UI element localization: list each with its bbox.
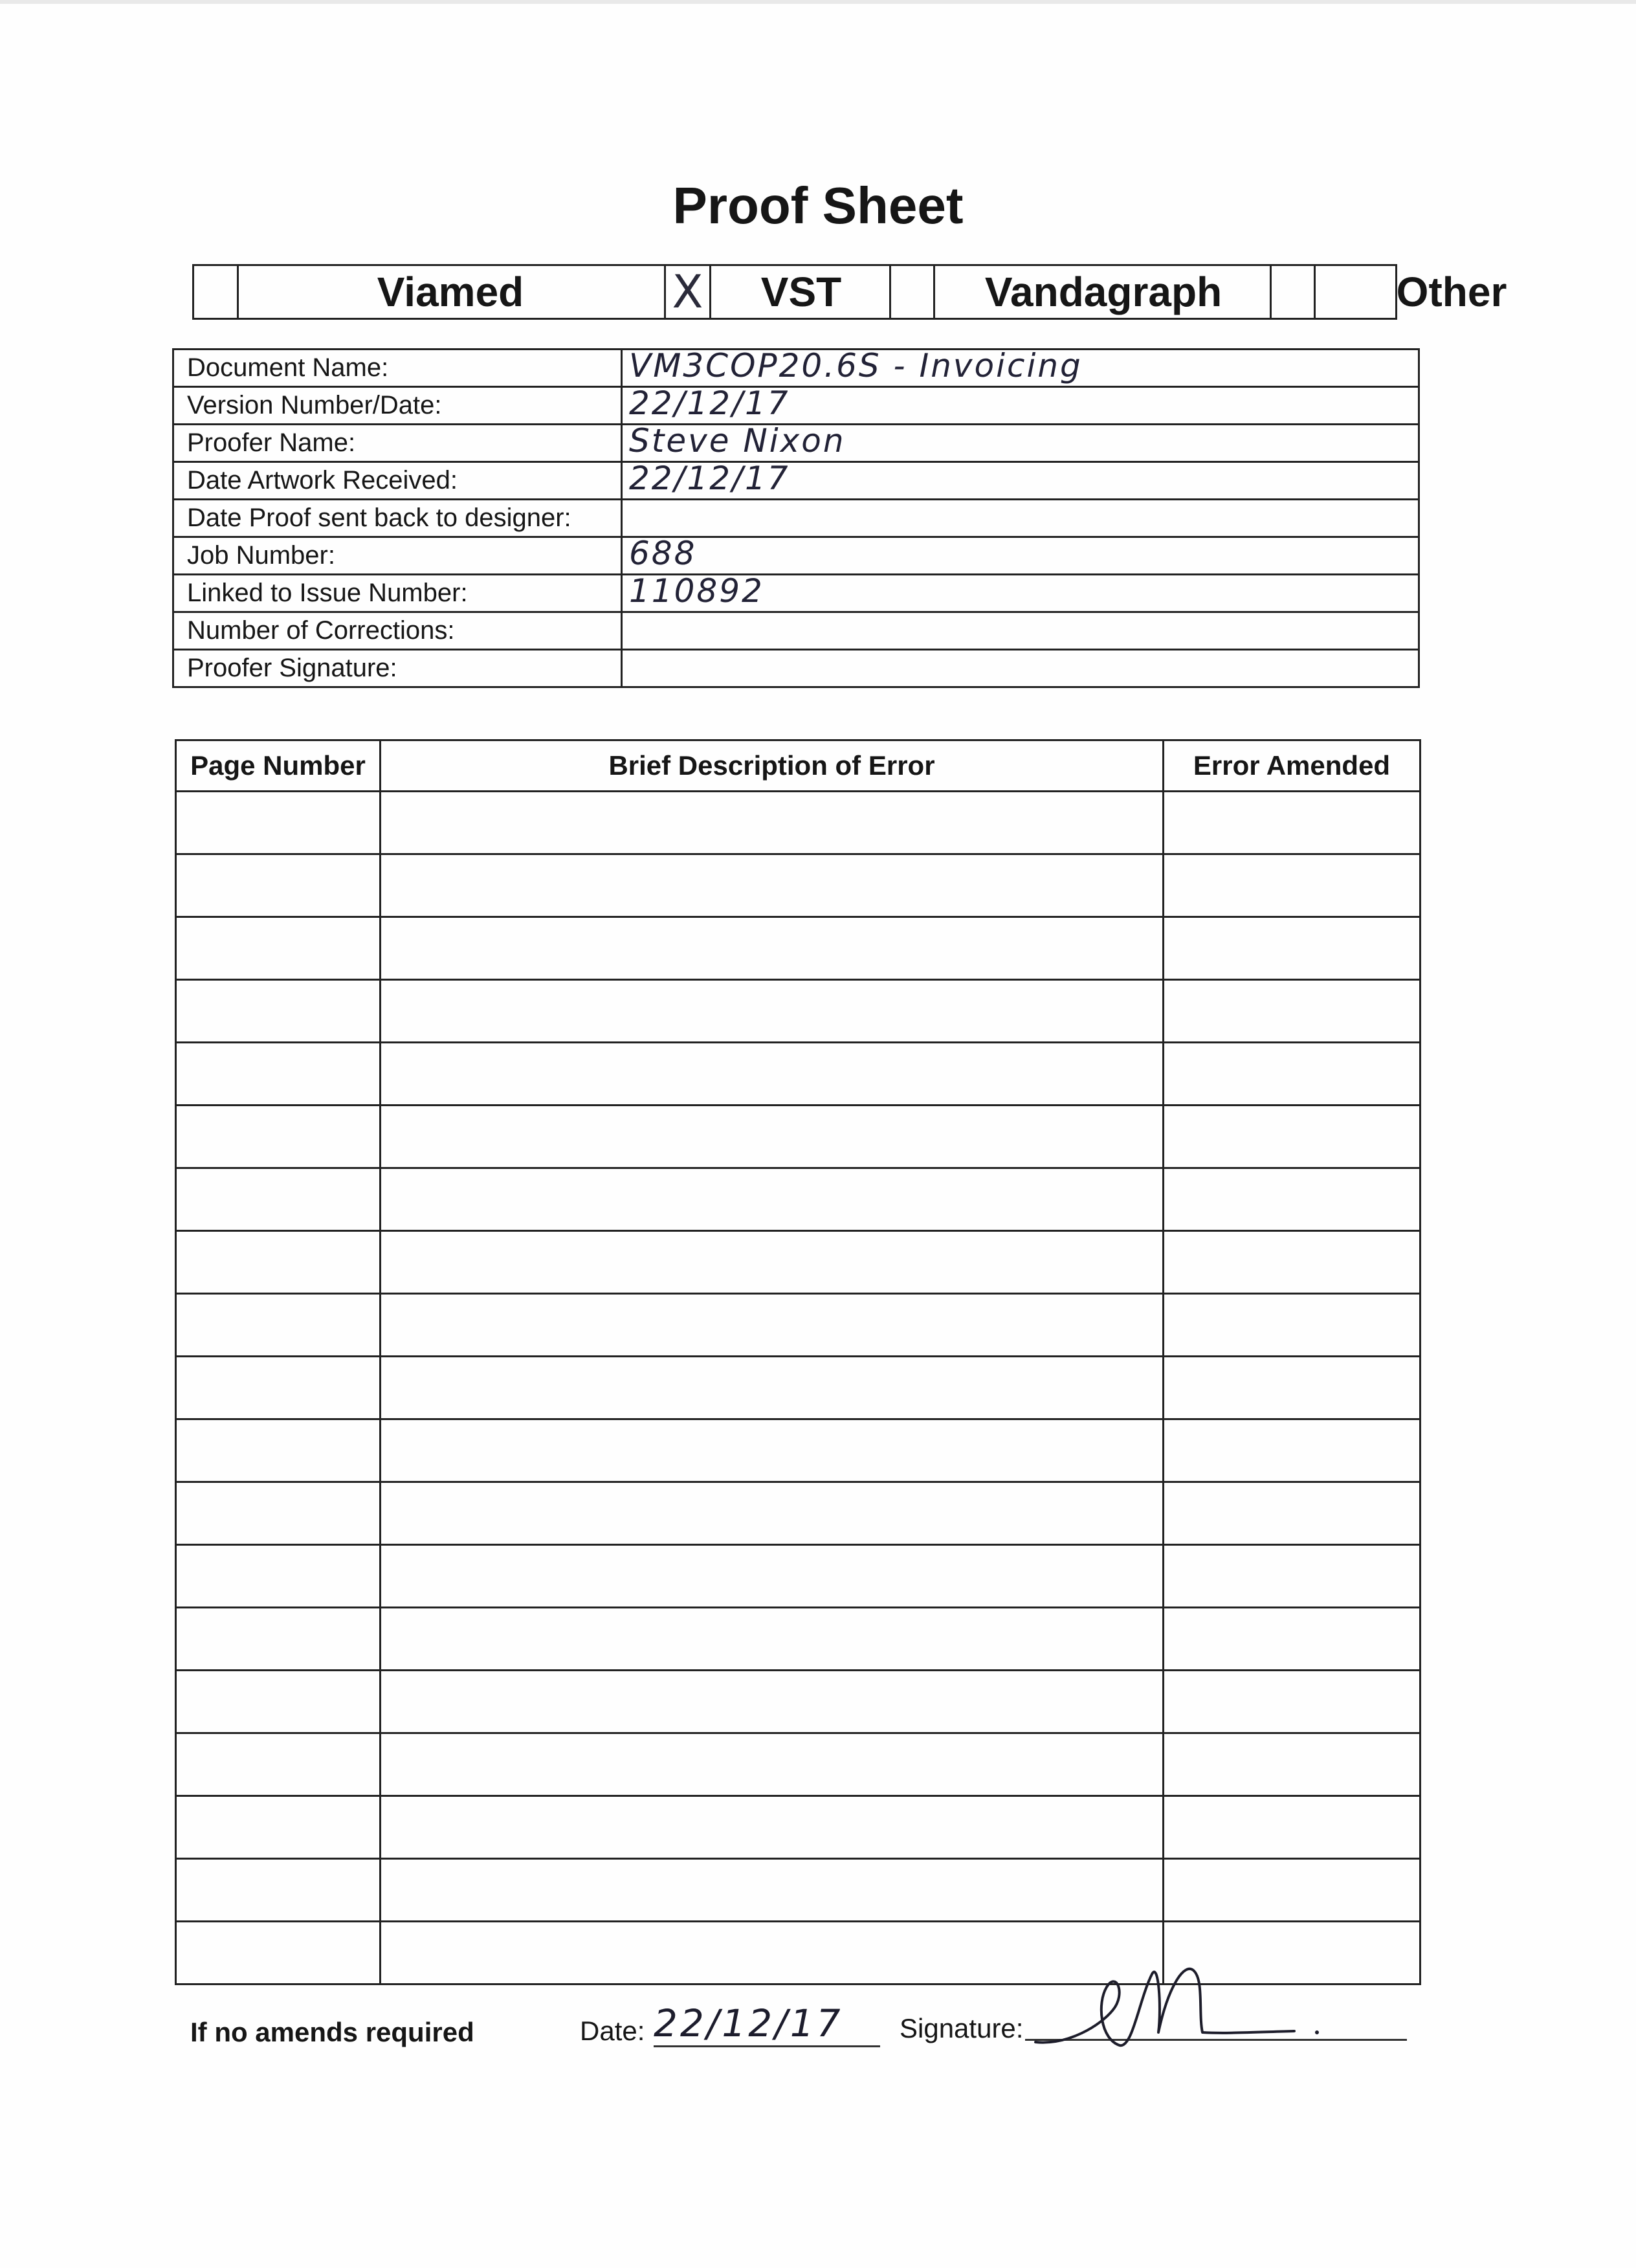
page-number-cell[interactable] [176,980,381,1043]
description-cell[interactable] [381,1419,1164,1482]
job-number-value: 688 [629,535,697,572]
table-row [176,1545,1420,1608]
page-number-cell[interactable] [176,1043,381,1106]
amended-cell[interactable] [1164,854,1420,917]
date-label: Date: [580,2016,645,2046]
amended-cell[interactable] [1164,1106,1420,1168]
table-row [176,1733,1420,1796]
detail-label: Date Artwork Received: [173,462,622,500]
amended-cell[interactable] [1164,1859,1420,1922]
description-cell[interactable] [381,1482,1164,1545]
table-row [176,1859,1420,1922]
detail-label: Proofer Signature: [173,650,622,687]
description-cell[interactable] [381,1231,1164,1294]
table-row [176,854,1420,917]
artwork-received-value: 22/12/17 [629,460,790,497]
vandagraph-checkbox[interactable] [1270,266,1314,318]
amended-cell[interactable] [1164,1043,1420,1106]
description-cell[interactable] [381,854,1164,917]
table-row [176,792,1420,854]
vst-cell [709,266,889,318]
detail-label: Job Number: [173,537,622,575]
detail-row [173,612,1419,650]
amended-cell[interactable] [1164,1231,1420,1294]
page-number-cell[interactable] [176,1419,381,1482]
detail-value-field[interactable] [622,462,1419,500]
amended-cell[interactable] [1164,980,1420,1043]
description-cell[interactable] [381,1043,1164,1106]
description-cell[interactable] [381,1859,1164,1922]
description-cell[interactable] [381,917,1164,980]
table-row [176,1796,1420,1859]
detail-value-field[interactable] [622,612,1419,650]
description-cell[interactable] [381,980,1164,1043]
detail-row [173,425,1419,462]
description-cell[interactable] [381,1796,1164,1859]
detail-value-field[interactable] [622,500,1419,537]
signature-label: Signature: [900,2013,1024,2043]
description-cell[interactable] [381,1106,1164,1168]
detail-row [173,537,1419,575]
detail-label: Number of Corrections: [173,612,622,650]
company-vst: VST [760,269,842,315]
detail-value-field[interactable] [622,537,1419,575]
page-number-cell[interactable] [176,1671,381,1733]
scan-edge [0,0,1636,4]
description-cell[interactable] [381,1671,1164,1733]
selection-mark: X [672,265,703,318]
table-row [176,1357,1420,1419]
vandagraph-cell [933,266,1270,318]
description-cell[interactable] [381,1733,1164,1796]
amended-cell[interactable] [1164,1419,1420,1482]
table-row [176,1671,1420,1733]
amended-cell[interactable] [1164,1168,1420,1231]
version-date-value: 22/12/17 [629,384,790,422]
page-number-cell[interactable] [176,854,381,917]
detail-row [173,500,1419,537]
amended-cell[interactable] [1164,1482,1420,1545]
date-field[interactable] [654,2001,880,2047]
page-number-cell[interactable] [176,1545,381,1608]
description-cell[interactable] [381,1608,1164,1671]
table-row [176,1231,1420,1294]
detail-label: Version Number/Date: [173,387,622,425]
date-value: 22/12/17 [654,2001,843,2045]
page-number-cell[interactable] [176,1106,381,1168]
detail-value-field[interactable] [622,572,1419,612]
page-number-cell[interactable] [176,917,381,980]
table-row [176,1294,1420,1357]
company-vandagraph: Vandagraph [984,269,1222,315]
company-other: Other [1396,269,1507,315]
page-number-cell[interactable] [176,792,381,854]
detail-value-field[interactable] [622,422,1419,462]
description-cell[interactable] [381,1294,1164,1357]
amended-cell[interactable] [1164,1608,1420,1671]
detail-row [173,387,1419,425]
issue-number-value: 110892 [629,572,764,610]
table-row [176,1043,1420,1106]
amended-cell[interactable] [1164,792,1420,854]
page-title: Proof Sheet [672,177,964,234]
company-viamed: Viamed [377,269,524,315]
detail-label: Proofer Name: [173,425,622,462]
page-number-cell[interactable] [176,1796,381,1859]
detail-value-field[interactable] [622,347,1419,387]
details-table [172,348,1420,688]
amended-cell[interactable] [1164,1733,1420,1796]
error-log-table [175,739,1421,1985]
header-page-number: Page Number [176,740,381,792]
detail-label: Linked to Issue Number: [173,575,622,612]
page-number-cell[interactable] [176,1294,381,1357]
description-cell[interactable] [381,1545,1164,1608]
amended-cell[interactable] [1164,1671,1420,1733]
vst-checkbox[interactable] [889,266,933,318]
detail-label: Document Name: [173,350,622,387]
amended-cell[interactable] [1164,917,1420,980]
page-number-cell[interactable] [176,1357,381,1419]
company-selection-row [192,264,1507,320]
page-number-cell[interactable] [176,1168,381,1231]
description-cell[interactable] [381,1357,1164,1419]
page-number-cell[interactable] [176,1482,381,1545]
table-row [176,1419,1420,1482]
page-number-cell[interactable] [176,1608,381,1671]
page-number-cell[interactable] [176,1733,381,1796]
page-number-cell[interactable] [176,1859,381,1922]
table-row [176,1168,1420,1231]
detail-value-field[interactable] [622,384,1419,425]
header-description: Brief Description of Error [381,740,1164,792]
proofer-name-value: Steve Nixon [629,422,846,460]
detail-row [173,350,1419,387]
amended-cell[interactable] [1164,1545,1420,1608]
detail-value-field[interactable] [622,650,1419,687]
table-row [176,980,1420,1043]
page-number-cell[interactable] [176,1231,381,1294]
other-cell [1314,266,1507,318]
description-cell[interactable] [381,792,1164,854]
table-row [176,1608,1420,1671]
detail-label: Date Proof sent back to designer: [173,500,622,537]
detail-row [173,462,1419,500]
no-amends-label: If no amends required [190,2017,474,2047]
amended-cell[interactable] [1164,1796,1420,1859]
handwritten-signature [1029,1948,1340,2058]
document-name-value: VM3COP20.6S - Invoicing [629,347,1083,384]
table-row [176,1106,1420,1168]
header-error-amended: Error Amended [1164,740,1420,792]
table-row [176,1482,1420,1545]
amended-cell[interactable] [1164,1294,1420,1357]
description-cell[interactable] [381,1168,1164,1231]
page-number-cell[interactable] [176,1922,381,1984]
table-row [176,917,1420,980]
error-table-header [176,740,1420,792]
viamed-checkbox[interactable] [664,266,709,318]
amended-cell[interactable] [1164,1357,1420,1419]
detail-row [173,575,1419,612]
detail-row [173,650,1419,687]
